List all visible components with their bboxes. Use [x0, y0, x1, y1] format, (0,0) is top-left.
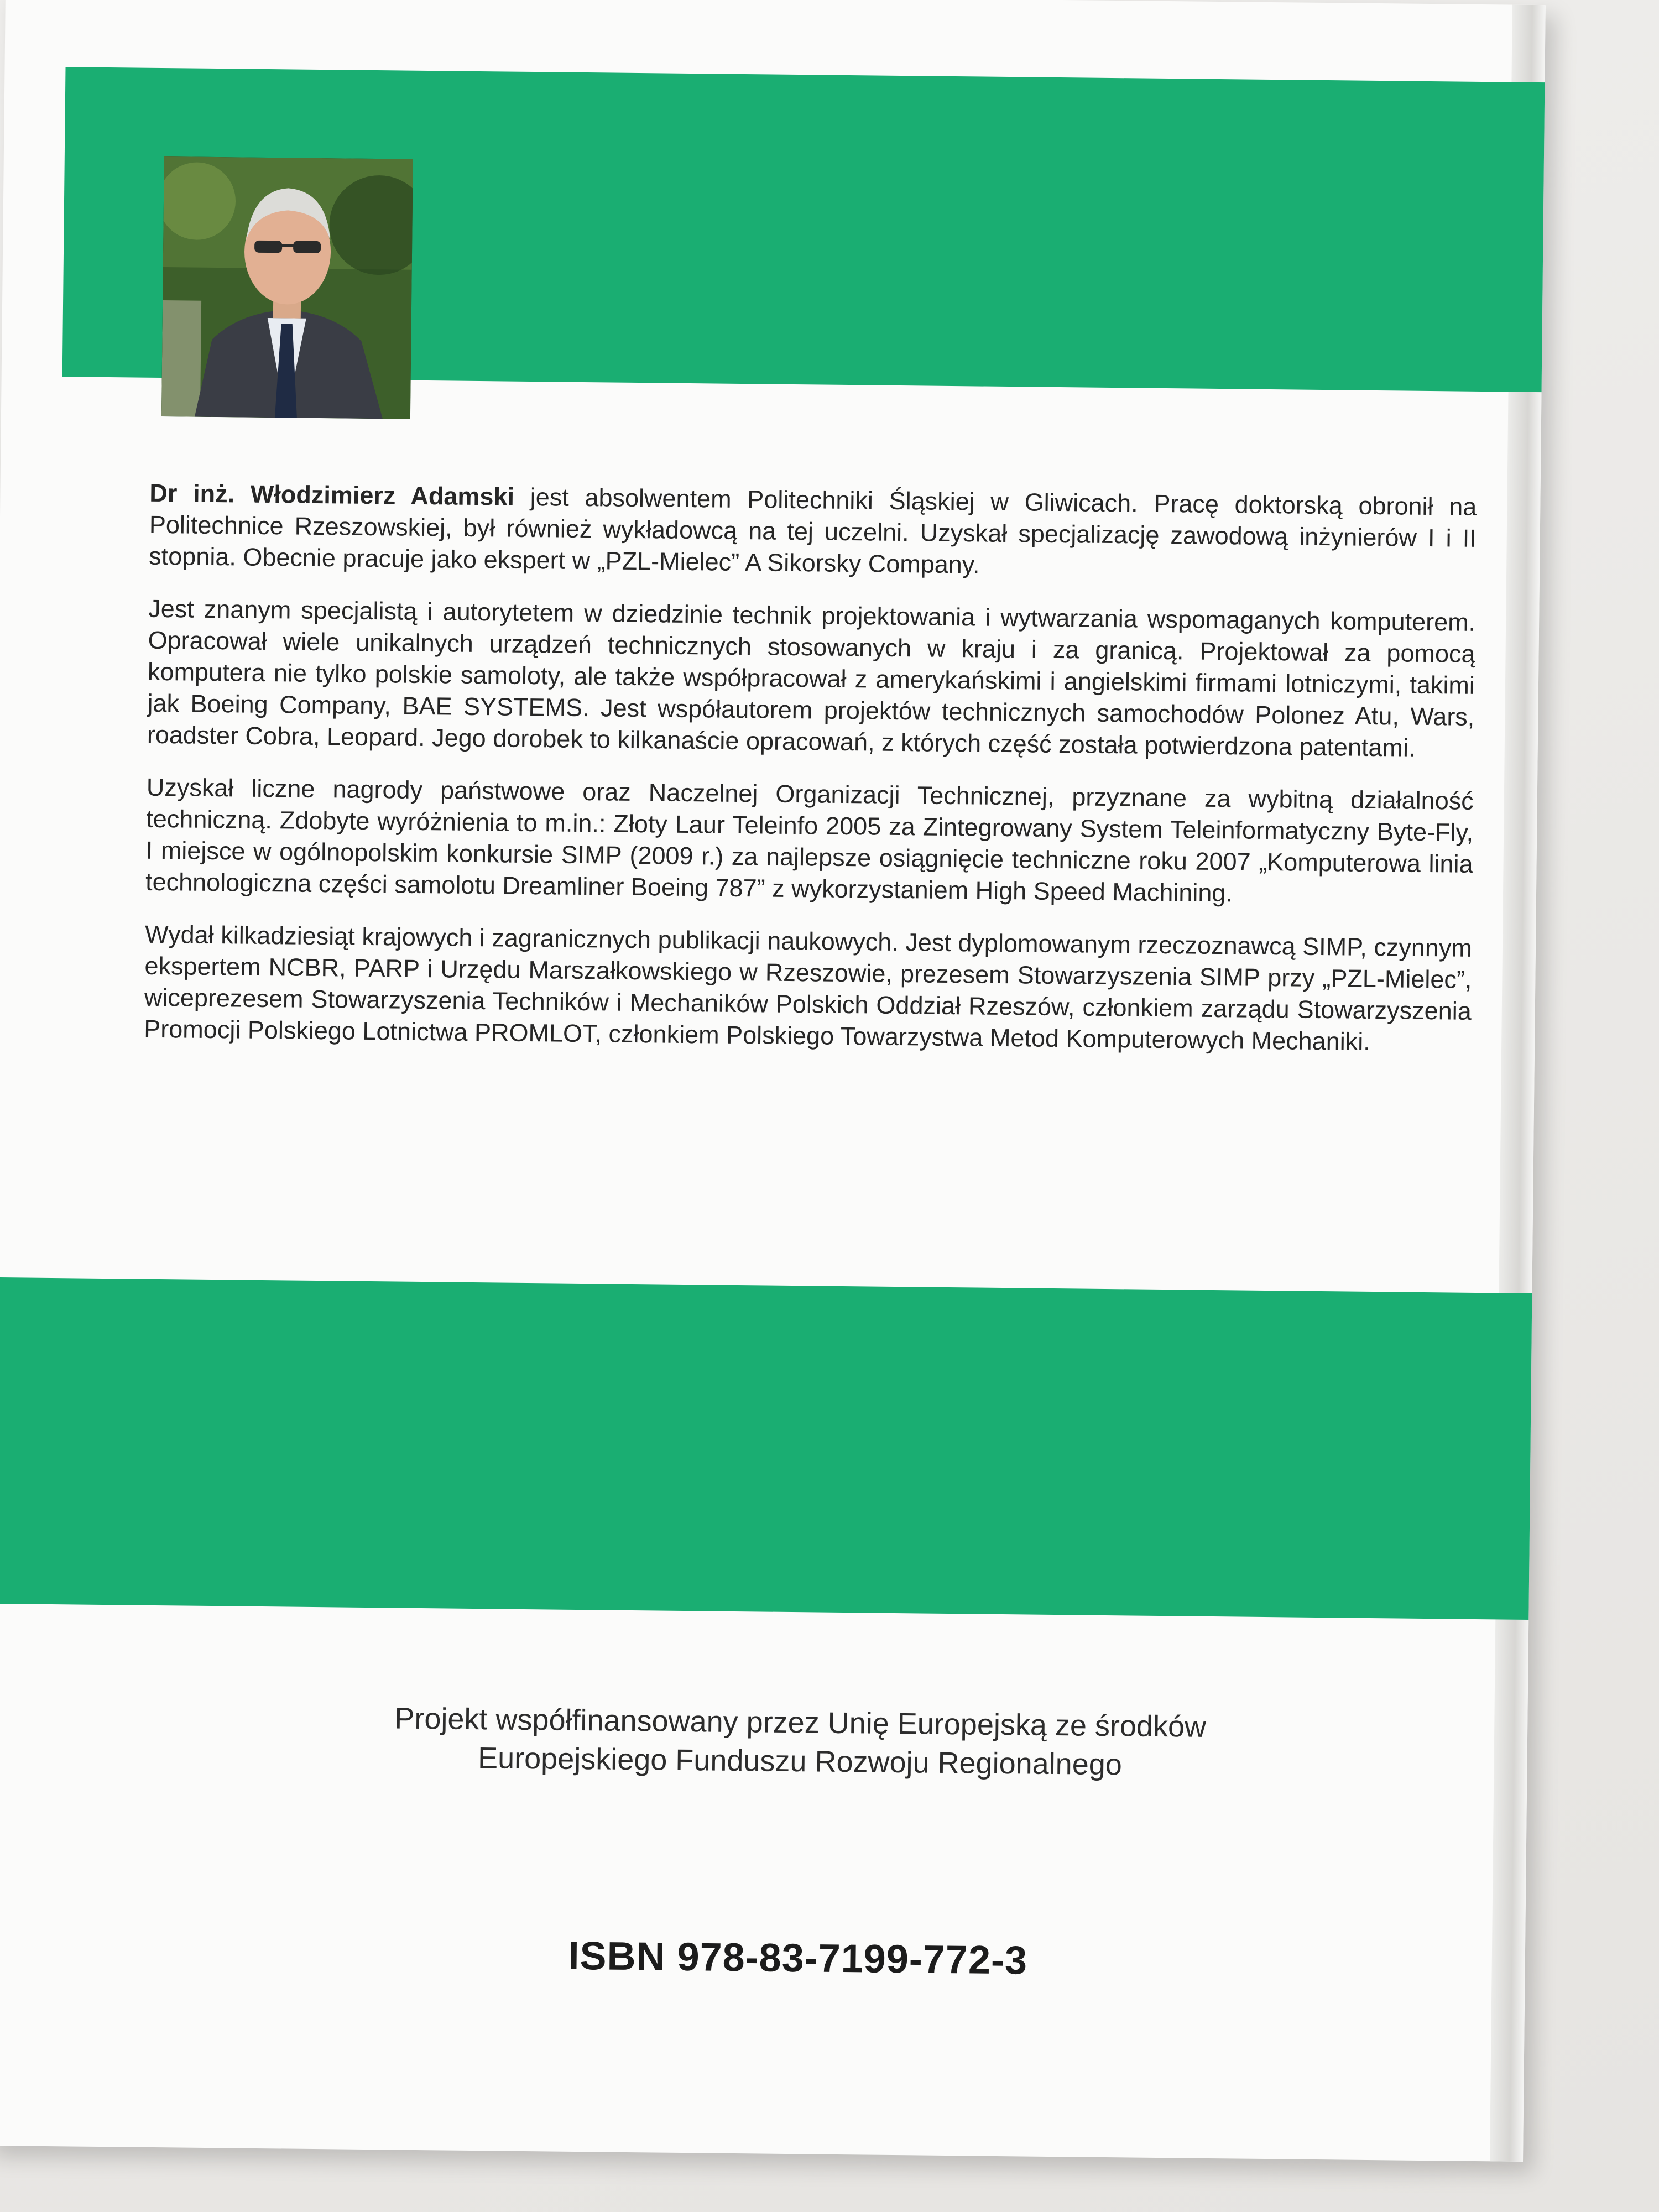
funding-line-1: Projekt współfinansowany przez Unię Europejską ze środków [394, 1702, 1207, 1744]
funding-note [274, 1698, 1326, 1786]
bio-paragraph-4: Wydał kilkadziesiąt krajowych i zagranicznych publikacji naukowych. Jest dyplomowanym rzeczoznawcą SIMP, czynnym ekspertem NCBR, PARP i Urzędu Marszałkowskiego w Rzeszowie, prezesem Stowarzyszenia SIMP przy „PZL-Mielec”, wiceprezesem Stowarzyszenia Techników i Mechaników Polskich Oddział Rzeszów, członkiem zarządu Stowarzyszenia Promocji Polskiego Lotnictwa PROMLOT, członkiem Polskiego Towarzystwa Metod Komputerowych Mechaniki. [144, 920, 1473, 1056]
isbn-number: ISBN 978-83-7199-772-3 [568, 1933, 1028, 1983]
bio-paragraph-1-text: jest absolwentem Politechniki Śląskiej w Gliwicach. Pracę doktorską obronił na Politechnice Rzeszowskiej, był również wykładowcą na tej uczelni. Uzyskał specjalizację zawodową inżynierów I i II stopnia. Obecnie pracuje jako ekspert w „PZL-Mielec” A Sikorsky Company. [149, 482, 1477, 579]
bio-paragraph-1 [149, 477, 1477, 586]
funding-line-2: Europejskiego Funduszu Rozwoju Regionalnego [477, 1741, 1123, 1782]
bio-paragraph-3: Uzyskał liczne nagrody państwowe oraz Naczelnej Organizacji Technicznej, przyznane za wybitną działalność techniczną. Zdobyte wyróżnienia to m.in.: Złoty Laur Teleinfo 2005 za Zintegrowany System Teleinformatyczny Byte-Fly, I miejsce w ogólnopolskim konkursie SIMP (2009 r.) za najlepsze osiągnięcie techniczne roku 2007 „Komputerowa linia technologiczna części samolotu Dreamliner Boeing 787” z wykorzystaniem High Speed Machining. [145, 773, 1474, 907]
author-biography [144, 477, 1477, 1079]
author-photo [161, 156, 413, 419]
bio-paragraph-2: Jest znanym specjalistą i autorytetem w dziedzinie technik projektowania i wytwarzania wspomaganych komputerem. Opracował wiele unikalnych urządzeń technicznych stosowanych w kraju i za granicą. Projektował za pomocą komputera nie tylko polskie samoloty, ale także współpracował z amerykańskimi i angielskimi firmami lotniczymi, takimi jak Boeing Company, BAE SYSTEMS. Jest współautorem projektów technicznych samochodów Polonez Atu, Wars, roadster Cobra, Leopard. Jego dorobek to kilkanaście opracowań, z których część została potwierdzona patentami. [147, 594, 1476, 762]
green-band-middle [0, 1277, 1535, 1620]
author-portrait-illustration [161, 156, 413, 419]
author-name: Dr inż. Włodzimierz Adamski [149, 478, 515, 511]
